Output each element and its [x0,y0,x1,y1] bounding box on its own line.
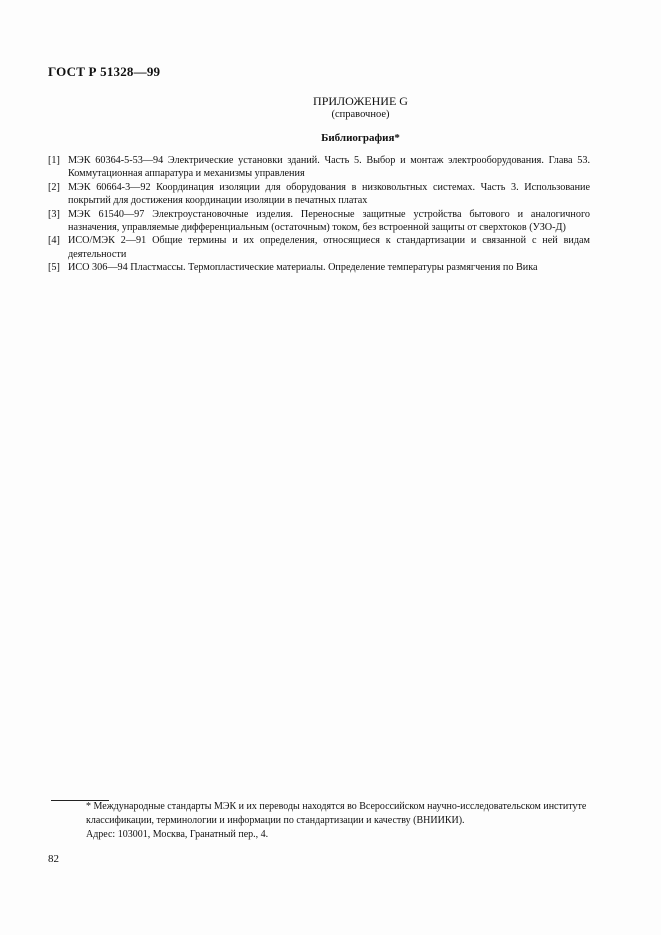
reference-number: [1] [48,155,60,166]
reference-number: [2] [48,181,60,193]
footnote-address: Адрес: 103001, Москва, Гранатный пер., 4. [86,829,269,841]
document-code: ГОСТ Р 51328—99 [48,64,161,79]
appendix-subtitle: (справочное) [331,109,390,120]
reference-text: МЭК 60364-5-53—94 Электрические установки зданий. Часть 5. Выбор и монтаж электрооборудования. Глава 53. Коммутационная аппаратура и механизмы управления [68,155,590,180]
footnote-text: * Международные стандарты МЭК и их переводы находятся во Всероссийском научно-исследовательском институте классификации, терминологии и информации по стандартизации и качеству (ВНИИКИ). [86,801,587,827]
reference-text: МЭК 61540—97 Электроустановочные изделия. Переносные защитные устройства бытового и аналогичного назначения, управляемые дифференциальным (остаточным) током, без встроенной защиты от сверхтоков (УЗО-Д) [68,208,590,234]
reference-number: [3] [48,208,60,220]
bibliography-item [48,208,590,235]
reference-text: ИСО 306—94 Пластмассы. Термопластические материалы. Определение температуры размягчения по Вика [68,262,538,274]
reference-text: ИСО/МЭК 2—91 Общие термины и их определения, относящиеся к стандартизации и связанной с ней видам деятельности [68,235,590,260]
bibliography-list [48,154,590,275]
appendix-title: ПРИЛОЖЕНИЕ G [313,94,408,108]
reference-number: [5] [48,262,60,274]
page-number: 82 [48,853,59,865]
reference-text: МЭК 60664-3—92 Координация изоляции для оборудования в низковольтных системах. Часть 3. Использование покрытий для достижения координации изоляции в печатных платах [68,181,590,207]
bibliography-item [48,154,590,181]
bibliography-item [48,181,590,208]
footnote [48,800,592,843]
bibliography-item [48,234,590,261]
reference-number: [4] [48,235,60,247]
bibliography-heading: Библиография* [321,132,400,144]
bibliography-item [48,261,590,274]
